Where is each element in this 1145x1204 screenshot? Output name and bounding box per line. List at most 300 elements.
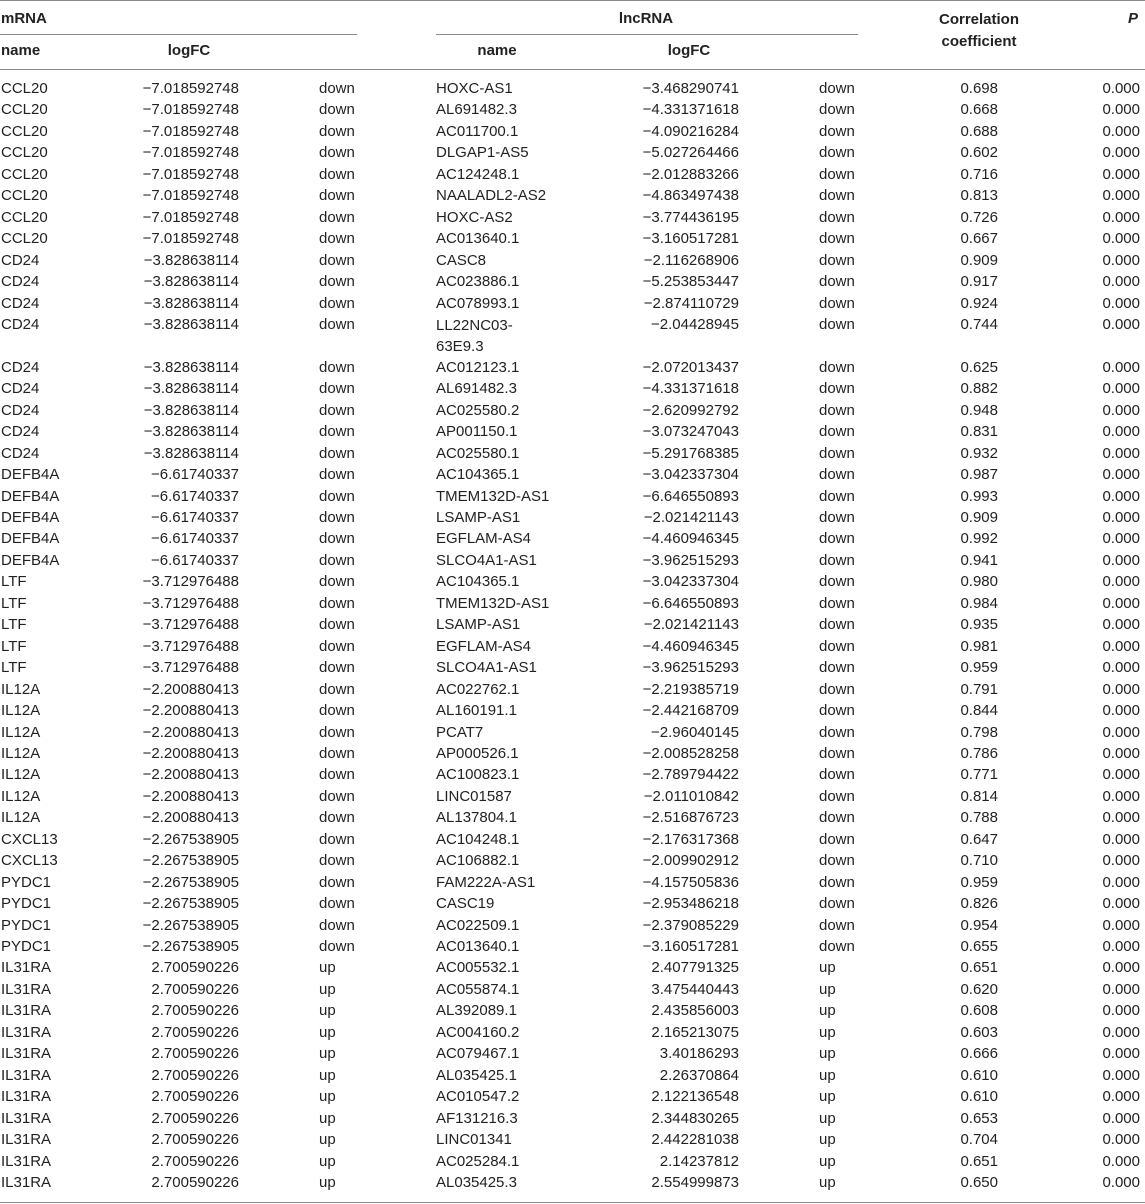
p-value-cell: 0.000	[1102, 487, 1140, 505]
mrna-logfc-cell: −2.200880413	[142, 787, 239, 805]
lncrna-logfc-cell: 2.554999873	[651, 1173, 739, 1191]
p-value-cell: 0.000	[1102, 530, 1140, 548]
mrna-name-cell: CCL20	[1, 230, 48, 248]
mrna-logfc-cell: −2.200880413	[142, 723, 239, 741]
lncrna-regulation-cell: down	[819, 573, 855, 591]
p-value-cell: 0.000	[1102, 401, 1140, 419]
lncrna-name-cell: AC025284.1	[436, 1152, 520, 1170]
correlation-value-cell: 0.924	[960, 294, 998, 312]
p-value-cell: 0.000	[1102, 444, 1140, 462]
mrna-logfc-cell: −7.018592748	[142, 230, 239, 248]
lncrna-regulation-cell: up	[819, 1002, 836, 1020]
mrna-logfc-cell: −2.267538905	[142, 873, 239, 891]
correlation-value-cell: 0.667	[960, 230, 998, 248]
mrna-regulation-cell: down	[319, 230, 355, 248]
p-value-cell: 0.000	[1102, 1002, 1140, 1020]
bottom-rule	[0, 1202, 1145, 1203]
lncrna-regulation-cell: up	[819, 1066, 836, 1084]
lncrna-logfc-cell: −2.620992792	[642, 401, 739, 419]
p-value-cell: 0.000	[1102, 208, 1140, 226]
mrna-logfc-cell: −7.018592748	[142, 208, 239, 226]
mrna-regulation-cell: down	[319, 165, 355, 183]
correlation-value-cell: 0.651	[960, 959, 998, 977]
lncrna-logfc-cell: −4.331371618	[642, 380, 739, 398]
lncrna-logfc-cell: −4.157505836	[642, 873, 739, 891]
lncrna-name-cell: EGFLAM-AS4	[436, 637, 532, 655]
mrna-name-cell: IL31RA	[1, 1131, 52, 1149]
lncrna-logfc-cell: −3.160517281	[642, 938, 739, 955]
lncrna-logfc-cell: −3.962515293	[642, 551, 739, 569]
mrna-name-cell: IL12A	[1, 744, 41, 762]
correlation-value-cell: 0.882	[960, 380, 998, 398]
p-value-cell: 0.000	[1102, 187, 1140, 205]
mrna-logfc-cell: −6.61740337	[150, 530, 239, 548]
mrna-logfc-cell: −3.828638114	[143, 380, 239, 398]
mrna-name-cell: CXCL13	[1, 830, 58, 848]
lncrna-name-cell: AC012123.1	[436, 358, 520, 376]
lncrna-regulation-cell: down	[819, 809, 855, 827]
lncrna-name-cell: AC106882.1	[436, 852, 520, 870]
lncrna-name-cell: AC010547.2	[436, 1088, 520, 1106]
mrna-regulation-cell: down	[319, 637, 355, 655]
lncrna-regulation-cell: up	[819, 980, 836, 998]
mrna-name-cell: DEFB4A	[1, 551, 60, 569]
p-value-cell: 0.000	[1102, 80, 1140, 97]
mrna-name-cell: CD24	[1, 401, 40, 419]
lncrna-logfc-cell: −2.009902912	[642, 852, 739, 870]
mrna-name-cell: LTF	[1, 594, 27, 612]
correlation-value-cell: 0.602	[960, 144, 998, 162]
mrna-logfc-cell: −3.712976488	[142, 637, 239, 655]
lncrna-logfc-cell: −3.962515293	[642, 659, 739, 677]
mrna-regulation-cell: down	[319, 80, 355, 97]
mrna-name-cell: IL31RA	[1, 1173, 52, 1191]
lncrna-logfc-cell: −2.442168709	[642, 702, 739, 720]
p-value-cell: 0.000	[1102, 1045, 1140, 1063]
mrna-regulation-cell: down	[319, 852, 355, 870]
mrna-regulation-cell: down	[319, 423, 355, 441]
mrna-logfc-cell: −7.018592748	[142, 187, 239, 205]
mrna-logfc-cell: 2.700590226	[151, 1173, 239, 1191]
lncrna-name-cell: AC023886.1	[436, 273, 520, 291]
mrna-regulation-cell: down	[319, 551, 355, 569]
p-value-cell: 0.000	[1102, 916, 1140, 934]
mrna-regulation-cell: up	[319, 980, 336, 998]
lncrna-regulation-cell: down	[819, 873, 855, 891]
lncrna-name-cell: AL035425.3	[436, 1173, 517, 1191]
lncrna-regulation-cell: up	[819, 1173, 836, 1191]
correlation-value-cell: 0.813	[960, 187, 998, 205]
mrna-name-cell: IL12A	[1, 723, 41, 741]
lncrna-regulation-cell: down	[819, 208, 855, 226]
lncrna-logfc-cell: −2.021421143	[643, 616, 739, 634]
lncrna-name-cell: AL035425.1	[436, 1066, 517, 1084]
lncrna-logfc-cell: −3.468290741	[642, 80, 739, 97]
lncrna-regulation-cell: up	[819, 1109, 836, 1127]
lncrna-name-cell: AC013640.1	[436, 938, 520, 955]
mrna-regulation-cell: down	[319, 809, 355, 827]
p-value-cell: 0.000	[1102, 165, 1140, 183]
mrna-name-cell: PYDC1	[1, 916, 52, 934]
correlation-value-cell: 0.620	[960, 980, 998, 998]
lncrna-regulation-cell: down	[819, 401, 855, 419]
correlation-value-cell: 0.959	[960, 659, 998, 677]
correlation-value-cell: 0.653	[960, 1109, 998, 1127]
lncrna-name-cell: AP001150.1	[436, 423, 518, 441]
lncrna-name-cell: DLGAP1-AS5	[436, 144, 529, 162]
mrna-regulation-cell: down	[319, 251, 355, 269]
mrna-logfc-cell: −3.828638114	[143, 294, 239, 312]
mrna-logfc-cell: −6.61740337	[150, 551, 239, 569]
lncrna-logfc-cell: −2.96040145	[650, 723, 739, 741]
mrna-name-cell: IL31RA	[1, 1109, 52, 1127]
mrna-regulation-cell: down	[319, 766, 355, 784]
mrna-logfc-header: logFC	[167, 42, 211, 59]
lncrna-name-cell: AC025580.2	[436, 401, 520, 419]
mrna-name-cell: CD24	[1, 423, 40, 441]
mrna-regulation-cell: down	[319, 487, 355, 505]
lncrna-name-cell: HOXC-AS2	[436, 208, 513, 226]
p-value-cell: 0.000	[1102, 659, 1140, 677]
lncrna-name-cell: LINC01587	[436, 787, 512, 805]
p-value-cell: 0.000	[1102, 938, 1140, 955]
lncrna-logfc-cell: −4.331371618	[642, 101, 739, 119]
mrna-regulation-cell: down	[319, 680, 355, 698]
mrna-name-cell: IL12A	[1, 787, 41, 805]
lncrna-name-cell: EGFLAM-AS4	[436, 530, 532, 548]
mrna-name-header: name	[1, 42, 41, 59]
correlation-value-cell: 0.610	[960, 1088, 998, 1106]
lncrna-regulation-cell: down	[819, 487, 855, 505]
mrna-name-cell: IL31RA	[1, 959, 52, 977]
mrna-group-rule	[0, 34, 357, 35]
p-value-cell: 0.000	[1102, 809, 1140, 827]
lncrna-regulation-cell: down	[819, 273, 855, 291]
mrna-logfc-cell: −6.61740337	[150, 466, 239, 484]
mrna-regulation-cell: down	[319, 573, 355, 591]
mrna-logfc-cell: −2.200880413	[142, 680, 239, 698]
mrna-regulation-cell: down	[319, 187, 355, 205]
p-value-cell: 0.000	[1102, 723, 1140, 741]
lncrna-logfc-cell: −2.04428945	[650, 315, 739, 333]
mrna-regulation-cell: down	[319, 509, 355, 526]
lncrna-regulation-cell: down	[819, 144, 855, 162]
p-value-cell: 0.000	[1102, 101, 1140, 119]
lncrna-name-cell: TMEM132D-AS1	[436, 487, 550, 505]
p-value-cell: 0.000	[1102, 1088, 1140, 1106]
mrna-name-cell: IL12A	[1, 702, 41, 720]
lncrna-name-cell: CASC8	[436, 251, 487, 269]
lncrna-name-cell: AP000526.1	[436, 744, 519, 762]
lncrna-regulation-cell: up	[819, 1088, 836, 1106]
lncrna-name-cell: LINC01341	[436, 1131, 512, 1149]
lncrna-logfc-cell: −2.012883266	[642, 165, 739, 183]
mrna-name-cell: CD24	[1, 294, 40, 312]
p-value-cell: 0.000	[1102, 895, 1140, 913]
mrna-name-cell: LTF	[1, 616, 27, 634]
p-value-cell: 0.000	[1102, 616, 1140, 634]
mrna-name-cell: CCL20	[1, 101, 48, 119]
mrna-name-cell: IL12A	[1, 809, 41, 827]
lncrna-name-cell: SLCO4A1-AS1	[436, 551, 537, 569]
correlation-value-cell: 0.744	[960, 315, 998, 333]
p-value-cell: 0.000	[1102, 1023, 1140, 1041]
lncrna-logfc-cell: −3.042337304	[642, 573, 739, 591]
lncrna-logfc-cell: −4.460946345	[642, 530, 739, 548]
mrna-name-cell: PYDC1	[1, 895, 52, 913]
lncrna-group-header: lncRNA	[618, 10, 674, 27]
lncrna-logfc-cell: −3.160517281	[642, 230, 739, 248]
p-value-cell: 0.000	[1102, 315, 1140, 333]
mrna-logfc-cell: 2.700590226	[151, 1066, 239, 1084]
correlation-value-cell: 0.704	[960, 1131, 998, 1149]
correlation-value-cell: 0.608	[960, 1002, 998, 1020]
mrna-logfc-cell: −3.828638114	[143, 358, 239, 376]
lncrna-name-cell: FAM222A-AS1	[436, 873, 536, 891]
lncrna-name-cell: AF131216.3	[436, 1109, 518, 1127]
correlation-value-cell: 0.844	[960, 702, 998, 720]
mrna-name-cell: DEFB4A	[1, 466, 60, 484]
mrna-logfc-cell: 2.700590226	[151, 959, 239, 977]
correlation-header-line2: coefficient	[941, 33, 1017, 50]
mrna-logfc-cell: −7.018592748	[142, 165, 239, 183]
lncrna-regulation-cell: down	[819, 938, 855, 955]
p-value-cell: 0.000	[1102, 122, 1140, 140]
correlation-value-cell: 0.798	[960, 723, 998, 741]
mrna-logfc-cell: −2.267538905	[142, 916, 239, 934]
mrna-regulation-cell: down	[319, 101, 355, 119]
mrna-regulation-cell: down	[319, 787, 355, 805]
lncrna-logfc-cell: 2.435856003	[651, 1002, 739, 1020]
p-value-cell: 0.000	[1102, 551, 1140, 569]
correlation-value-cell: 0.668	[960, 101, 998, 119]
lncrna-logfc-cell: −2.072013437	[642, 358, 739, 376]
p-value-cell: 0.000	[1102, 1152, 1140, 1170]
lncrna-logfc-cell: −5.291768385	[642, 444, 739, 462]
lncrna-regulation-cell: up	[819, 1152, 836, 1170]
p-value-cell: 0.000	[1102, 1173, 1140, 1191]
lncrna-regulation-cell: up	[819, 1131, 836, 1149]
correlation-value-cell: 0.948	[960, 401, 998, 419]
correlation-value-cell: 0.981	[960, 637, 998, 655]
correlation-value-cell: 0.954	[960, 916, 998, 934]
mrna-logfc-cell: 2.700590226	[151, 1002, 239, 1020]
mrna-logfc-cell: −7.018592748	[142, 144, 239, 162]
mrna-name-cell: IL31RA	[1, 1152, 52, 1170]
mrna-regulation-cell: up	[319, 1173, 336, 1191]
lncrna-regulation-cell: down	[819, 637, 855, 655]
lncrna-regulation-cell: down	[819, 766, 855, 784]
lncrna-regulation-cell: down	[819, 122, 855, 140]
p-value-cell: 0.000	[1102, 830, 1140, 848]
p-value-cell: 0.000	[1102, 380, 1140, 398]
mrna-name-cell: CD24	[1, 444, 40, 462]
lncrna-logfc-cell: −2.021421143	[643, 509, 739, 526]
mrna-regulation-cell: down	[319, 273, 355, 291]
lncrna-regulation-cell: down	[819, 616, 855, 634]
lncrna-logfc-cell: −6.646550893	[642, 594, 739, 612]
p-value-cell: 0.000	[1102, 873, 1140, 891]
lncrna-name-cell: AC025580.1	[436, 444, 520, 462]
lncrna-logfc-cell: 2.26370864	[659, 1066, 739, 1084]
mrna-name-cell: IL31RA	[1, 1045, 52, 1063]
top-rule	[0, 0, 1145, 1]
lncrna-name-cell: SLCO4A1-AS1	[436, 659, 537, 677]
lncrna-logfc-cell: −2.008528258	[642, 744, 739, 762]
lncrna-regulation-cell: down	[819, 251, 855, 269]
mrna-name-cell: IL31RA	[1, 1066, 52, 1084]
p-value-cell: 0.000	[1102, 1066, 1140, 1084]
p-value-cell: 0.000	[1102, 466, 1140, 484]
lncrna-logfc-cell: −5.253853447	[642, 273, 739, 291]
mrna-regulation-cell: down	[319, 401, 355, 419]
mrna-regulation-cell: up	[319, 1002, 336, 1020]
lncrna-name-cell: AL691482.3	[436, 101, 517, 119]
mrna-logfc-cell: −3.712976488	[142, 659, 239, 677]
lncrna-name-cell: NAALADL2-AS2	[436, 187, 547, 205]
lncrna-regulation-cell: down	[819, 187, 855, 205]
mrna-name-cell: CD24	[1, 251, 40, 269]
lncrna-name-cell: AL160191.1	[436, 702, 517, 720]
lncrna-name-header: name	[477, 42, 517, 59]
lncrna-regulation-cell: down	[819, 659, 855, 677]
mrna-regulation-cell: down	[319, 723, 355, 741]
lncrna-regulation-cell: down	[819, 830, 855, 848]
correlation-value-cell: 0.992	[960, 530, 998, 548]
lncrna-name-cell: AC004160.2	[436, 1023, 520, 1041]
correlation-value-cell: 0.710	[960, 852, 998, 870]
mrna-regulation-cell: down	[319, 702, 355, 720]
mrna-logfc-cell: −3.712976488	[142, 616, 239, 634]
mrna-logfc-cell: −3.828638114	[143, 273, 239, 291]
correlation-value-cell: 0.698	[960, 80, 998, 97]
lncrna-name-cell: LSAMP-AS1	[436, 616, 521, 634]
lncrna-logfc-cell: 2.442281038	[651, 1131, 739, 1149]
mrna-logfc-cell: −2.267538905	[142, 895, 239, 913]
lncrna-name-cell: AC022762.1	[436, 680, 520, 698]
correlation-value-cell: 0.993	[960, 487, 998, 505]
mrna-name-cell: IL31RA	[1, 980, 52, 998]
lncrna-regulation-cell: down	[819, 530, 855, 548]
mrna-regulation-cell: down	[319, 594, 355, 612]
correlation-value-cell: 0.941	[960, 551, 998, 569]
correlation-value-cell: 0.650	[960, 1173, 998, 1191]
correlation-value-cell: 0.788	[960, 809, 998, 827]
correlation-value-cell: 0.959	[960, 873, 998, 891]
mrna-regulation-cell: down	[319, 530, 355, 548]
mrna-regulation-cell: up	[319, 1152, 336, 1170]
mrna-name-cell: CD24	[1, 315, 40, 333]
p-value-cell: 0.000	[1102, 766, 1140, 784]
mrna-logfc-cell: −7.018592748	[142, 122, 239, 140]
lncrna-logfc-cell: −2.219385719	[642, 680, 739, 698]
correlation-value-cell: 0.984	[960, 594, 998, 612]
lncrna-logfc-cell: −4.863497438	[642, 187, 739, 205]
mrna-name-cell: CXCL13	[1, 852, 58, 870]
mrna-name-cell: PYDC1	[1, 938, 52, 955]
p-value-cell: 0.000	[1102, 230, 1140, 248]
lncrna-logfc-cell: −2.516876723	[642, 809, 739, 827]
mrna-name-cell: DEFB4A	[1, 509, 60, 526]
correlation-value-cell: 0.610	[960, 1066, 998, 1084]
lncrna-name-cell: AC013640.1	[436, 230, 520, 248]
mrna-regulation-cell: up	[319, 1131, 336, 1149]
correlation-value-cell: 0.786	[960, 744, 998, 762]
mrna-name-cell: IL12A	[1, 680, 41, 698]
lncrna-regulation-cell: down	[819, 466, 855, 484]
p-value-cell: 0.000	[1102, 1131, 1140, 1149]
lncrna-name-cell: AL691482.3	[436, 380, 517, 398]
lncrna-regulation-cell: down	[819, 680, 855, 698]
mrna-name-cell: DEFB4A	[1, 530, 60, 548]
mrna-logfc-cell: −3.828638114	[143, 444, 239, 462]
mrna-regulation-cell: down	[319, 916, 355, 934]
p-value-cell: 0.000	[1102, 144, 1140, 162]
p-value-cell: 0.000	[1102, 294, 1140, 312]
mrna-logfc-cell: 2.700590226	[151, 1152, 239, 1170]
mrna-name-cell: CCL20	[1, 187, 48, 205]
correlation-value-cell: 0.814	[960, 787, 998, 805]
mrna-regulation-cell: up	[319, 1023, 336, 1041]
mrna-logfc-cell: −2.200880413	[142, 702, 239, 720]
mrna-logfc-cell: −7.018592748	[142, 80, 239, 97]
p-value-cell: 0.000	[1102, 744, 1140, 762]
mrna-logfc-cell: −2.267538905	[142, 830, 239, 848]
lncrna-regulation-cell: down	[819, 594, 855, 612]
correlation-value-cell: 0.987	[960, 466, 998, 484]
lncrna-name-cell: AL392089.1	[436, 1002, 517, 1020]
lncrna-group-rule	[436, 34, 858, 35]
p-value-header: P	[1127, 10, 1138, 27]
correlation-value-cell: 0.909	[960, 509, 998, 526]
lncrna-logfc-cell: −2.789794422	[642, 766, 739, 784]
lncrna-logfc-cell: −2.011010842	[643, 787, 739, 805]
mrna-logfc-cell: 2.700590226	[151, 1109, 239, 1127]
lncrna-name-cell: AC078993.1	[436, 294, 520, 312]
lncrna-name-cell: AL137804.1	[436, 809, 517, 827]
correlation-value-cell: 0.603	[960, 1023, 998, 1041]
correlation-value-cell: 0.716	[960, 165, 998, 183]
correlation-value-cell: 0.932	[960, 444, 998, 462]
p-value-cell: 0.000	[1102, 680, 1140, 698]
mrna-name-cell: LTF	[1, 637, 27, 655]
mrna-logfc-cell: −2.200880413	[142, 766, 239, 784]
lncrna-regulation-cell: down	[819, 380, 855, 398]
lncrna-regulation-cell: down	[819, 315, 855, 333]
lncrna-name-cell: AC100823.1	[436, 766, 520, 784]
lncrna-regulation-cell: down	[819, 230, 855, 248]
correlation-value-cell: 0.935	[960, 616, 998, 634]
mrna-regulation-cell: down	[319, 873, 355, 891]
correlation-value-cell: 0.771	[960, 766, 998, 784]
mrna-logfc-cell: 2.700590226	[151, 1088, 239, 1106]
lncrna-regulation-cell: down	[819, 358, 855, 376]
lncrna-regulation-cell: down	[819, 916, 855, 934]
lncrna-name-cell: TMEM132D-AS1	[436, 594, 550, 612]
mrna-regulation-cell: up	[319, 959, 336, 977]
p-value-cell: 0.000	[1102, 959, 1140, 977]
p-value-cell: 0.000	[1102, 787, 1140, 805]
lncrna-name-cell: AC079467.1	[436, 1045, 520, 1063]
correlation-value-cell: 0.625	[960, 358, 998, 376]
lncrna-regulation-cell: down	[819, 702, 855, 720]
mrna-name-cell: CCL20	[1, 144, 48, 162]
mrna-logfc-cell: −3.828638114	[143, 401, 239, 419]
lncrna-logfc-cell: −4.090216284	[642, 122, 739, 140]
correlation-value-cell: 0.651	[960, 1152, 998, 1170]
mrna-name-cell: LTF	[1, 573, 27, 591]
mrna-regulation-cell: down	[319, 659, 355, 677]
